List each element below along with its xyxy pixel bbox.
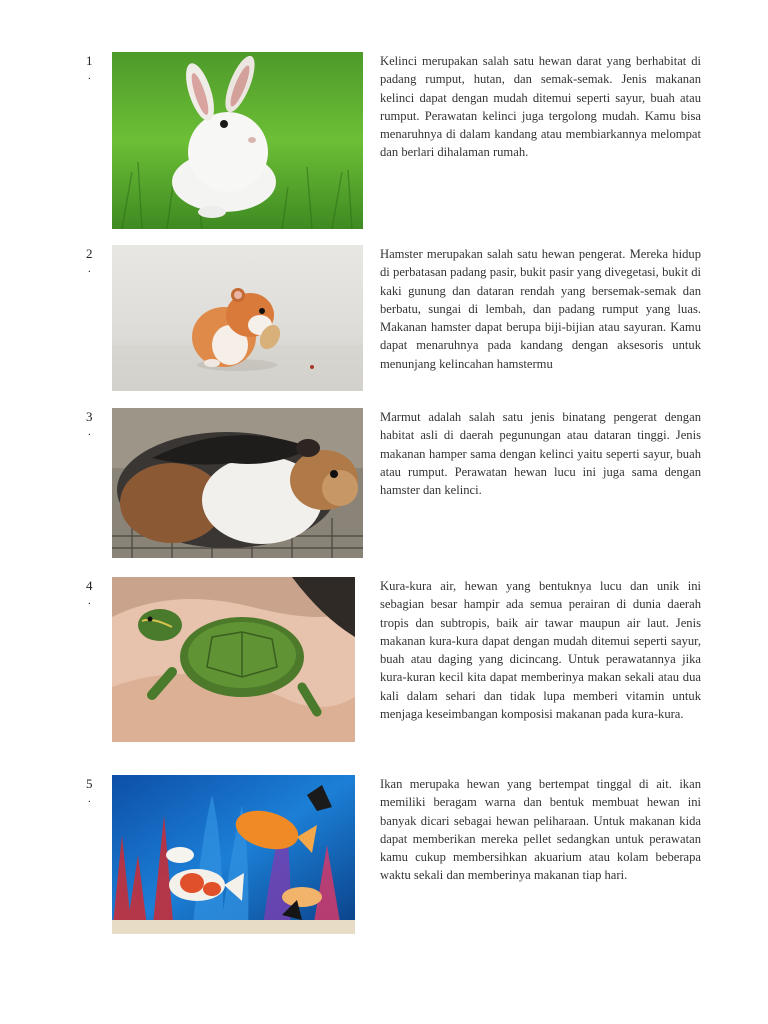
number-label: 1 [86,53,93,68]
number-label: 5 [86,776,93,791]
entry-description: Kura-kura air, hewan yang bentuknya lucu dan unik ini sebagian besar hampir ada semua perairan di dunia daerah tropis dan subtropis, baik air tawar maupun air laut. Jenis makanan kura-kura dapat dengan mudah ditemui seperti sayur, buah atau daging yang dicincang. Untuk perawatannya jika kura-kuran kecil kita dapat memberinya makan sekali atau dua kali dalam sehari dan tidak lupa memberi vitamin untuk menjaga keseimbangan komposisi makanan pada kura-kura. [380,579,701,722]
entry-description: Ikan merupaka hewan yang bertempat tinggal di ait. ikan memiliki beragam warna dan bentuk membuat hewan ini banyak dicari sebagai hewan peliharaan. Untuk makanan kida dapat memberikan mereka pellet sedangkan untuk perawatan kamu cukup membersihkan akuarium atau kolam beberapa waktu sekali dan memberinya makanan tiap hari. [380,777,701,883]
turtle-photo [112,577,355,742]
number-label: 2 [86,246,93,261]
number-dot: . [88,263,91,275]
fish-aquarium-photo [112,775,355,934]
number-dot: . [88,595,91,607]
entry-number [86,775,93,805]
entry-number [86,577,93,607]
guinea-pig-photo [112,408,363,558]
hamster-photo [112,245,363,391]
rabbit-photo [112,52,363,229]
entry-number [86,408,93,438]
entry-description: Hamster merupakan salah satu hewan pengerat. Mereka hidup di perbatasan padang pasir, bukit pasir yang divegetasi, bukit di kaki gunung dan dataran rendah yang bersemak-semak dan berbatu, sungai di lembah, dan padang rumput yang luas. Makanan hamster dapat berupa biji-bijian atau sayuran. Kamu dapat menaruhnya pada kandang dengan aksesoris untuk menunjang kelincahan hamstermu [380,247,701,371]
number-dot: . [88,426,91,438]
entry-number [86,52,93,82]
number-dot: . [88,793,91,805]
number-dot: . [88,70,91,82]
entry-description: Kelinci merupakan salah satu hewan darat yang berhabitat di padang rumput, hutan, dan semak-semak. Jenis makanan kelinci dapat dengan mudah ditemui seperti sayur, buah atau rumput. Perawatan kelinci juga tergolong mudah. Kamu bisa menaruhnya di dalam kandang atau membiarkannya melompat dan berlari dihalaman rumah. [380,54,701,160]
number-label: 4 [86,578,93,593]
number-label: 3 [86,409,93,424]
entry-description: Marmut adalah salah satu jenis binatang pengerat dengan habitat asli di daerah pegunungan atau dataran tinggi. Jenis makanan hamper sama dengan kelinci yaitu seperti sayur, buah atau rumput. Perawatan hewan lucu ini juga sama dengan hamster dan kelinci. [380,410,701,498]
entry-number [86,245,93,275]
